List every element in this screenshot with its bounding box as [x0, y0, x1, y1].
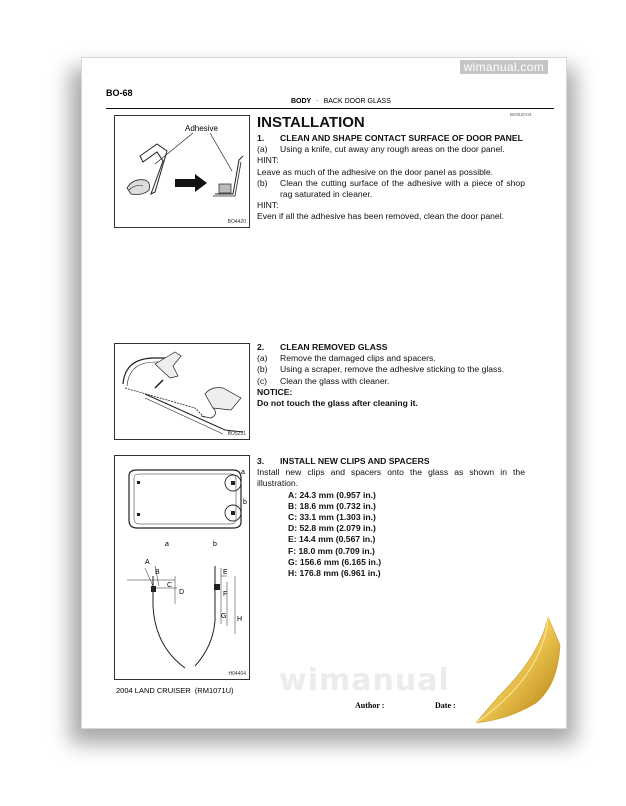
- center-watermark: wimanual: [279, 663, 450, 698]
- doc-code: BO0U0-03: [510, 112, 532, 117]
- step1-sub-a: [257, 144, 525, 155]
- model-name: 2004 LAND CRUISER: [116, 686, 191, 695]
- notice-label: NOTICE:: [257, 386, 293, 397]
- measurement-C: C: 33.1 mm (1.303 in.): [288, 512, 376, 523]
- hint-label: HINT:: [257, 155, 279, 166]
- footer-model: [116, 686, 234, 695]
- notice-text: Do not touch the glass after cleaning it.: [257, 398, 418, 409]
- hint-label: HINT:: [257, 200, 279, 211]
- measurement-H: H: 176.8 mm (6.961 in.): [288, 568, 381, 579]
- hint-text: Leave as much of the adhesive on the door panel as possible.: [257, 166, 494, 177]
- step1-heading-row: [257, 133, 525, 144]
- figure-id: H04404: [228, 671, 246, 677]
- step-number: 3.: [257, 456, 265, 466]
- section-header: [291, 98, 391, 105]
- adhesive-illustration: [115, 116, 249, 227]
- dim-label-G: G: [221, 613, 227, 620]
- sub-marker: (a): [257, 144, 268, 155]
- figure-clean-glass: [114, 343, 250, 440]
- callout-a: a: [241, 469, 245, 476]
- clean-glass-illustration: [115, 344, 249, 439]
- detail-label-b: b: [213, 541, 217, 548]
- author-field: Author :: [355, 701, 385, 710]
- dim-label-E: E: [223, 569, 228, 576]
- step2-block: [257, 342, 525, 409]
- hint-text: Even if all the adhesive has been removed, clean the door panel.: [257, 211, 504, 222]
- step1-block: [257, 114, 525, 223]
- dim-label-F: F: [223, 591, 228, 598]
- step3-intro: Install new clips and spacers onto the glass as shown in the illustration.: [257, 467, 525, 489]
- step-heading: CLEAN AND SHAPE CONTACT SURFACE OF DOOR PANEL: [280, 133, 523, 143]
- measurement-A: A: 24.3 mm (0.957 in.): [288, 489, 376, 500]
- measurement-B: B: 18.6 mm (0.732 in.): [288, 500, 376, 511]
- figure-clips-spacers: [114, 455, 250, 680]
- header-rule: [106, 108, 554, 109]
- dim-label-B: B: [155, 569, 160, 576]
- sub-marker: (b): [257, 177, 268, 188]
- measurement-E: E: 14.4 mm (0.567 in.): [288, 534, 376, 545]
- sub-text: Remove the damaged clips and spacers.: [280, 353, 436, 364]
- callout-b: b: [243, 499, 247, 506]
- step1-sub-b: [257, 178, 525, 200]
- dim-label-C: C: [167, 582, 173, 589]
- measurement-D: D: 52.8 mm (2.079 in.): [288, 523, 376, 534]
- site-watermark: wimanual.com: [460, 60, 548, 74]
- step3-block: [257, 456, 525, 579]
- dim-label-H: H: [237, 616, 243, 623]
- step2-sub-a: [257, 353, 525, 364]
- measurement-G: G: 156.6 mm (6.165 in.): [288, 556, 382, 567]
- model-code: (RM1071U): [194, 686, 234, 695]
- measurement-F: F: 18.0 mm (0.709 in.): [288, 545, 375, 556]
- sub-text: Clean the cutting surface of the adhesive with a piece of shop rag saturated in cleaner.: [280, 177, 525, 200]
- step2-sub-c: [257, 376, 525, 387]
- date-field: Date :: [435, 701, 456, 710]
- clips-spacers-diagram: [115, 456, 249, 679]
- section-name: BODY: [291, 98, 312, 105]
- page-curl-icon: [470, 615, 566, 735]
- figure-label-adhesive: Adhesive: [185, 124, 218, 133]
- sub-marker: (b): [257, 364, 268, 375]
- sub-text: Using a knife, cut away any rough areas on the door panel.: [280, 144, 505, 155]
- step-heading: INSTALL NEW CLIPS AND SPACERS: [280, 456, 430, 466]
- subsection-name: BACK DOOR GLASS: [323, 98, 391, 105]
- dim-label-D: D: [179, 589, 185, 596]
- sub-marker: (a): [257, 353, 268, 364]
- step-number: 2.: [257, 342, 265, 352]
- step3-heading-row: [257, 456, 525, 467]
- sub-marker: (c): [257, 375, 268, 386]
- page-number: BO-68: [106, 88, 133, 98]
- figure-id: BO5231: [227, 431, 246, 437]
- detail-label-a: a: [165, 541, 169, 548]
- step-heading: CLEAN REMOVED GLASS: [280, 342, 388, 352]
- figure-id: BO4420: [227, 219, 246, 225]
- sub-text: Using a scraper, remove the adhesive sticking to the glass.: [280, 364, 505, 375]
- step2-sub-b: [257, 364, 525, 375]
- dim-label-A: A: [145, 559, 150, 566]
- installation-title: INSTALLATION: [257, 114, 365, 131]
- section-separator: -: [316, 98, 319, 105]
- sub-text: Clean the glass with cleaner.: [280, 375, 390, 386]
- figure-adhesive: [114, 115, 250, 228]
- step2-heading-row: [257, 342, 525, 353]
- step-number: 1.: [257, 133, 265, 143]
